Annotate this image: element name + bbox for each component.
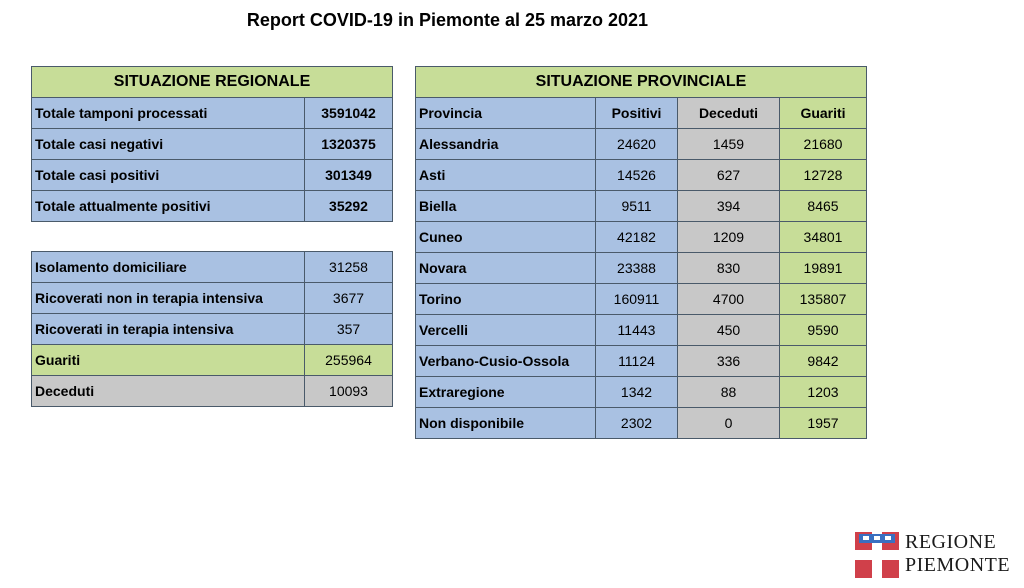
province-name: Verbano-Cusio-Ossola xyxy=(416,346,596,377)
table-row xyxy=(416,284,867,315)
row-label: Isolamento domiciliare xyxy=(32,252,305,283)
row-label: Guariti xyxy=(32,345,305,376)
guariti-cell: 8465 xyxy=(780,191,867,222)
table-row xyxy=(416,129,867,160)
province-name: Extraregione xyxy=(416,377,596,408)
guariti-cell: 135807 xyxy=(780,284,867,315)
table-row xyxy=(416,315,867,346)
positivi-cell: 24620 xyxy=(596,129,678,160)
row-label: Totale casi positivi xyxy=(32,160,305,191)
guariti-cell: 12728 xyxy=(780,160,867,191)
logo-line-1: REGIONE xyxy=(905,531,997,553)
row-value: 35292 xyxy=(305,191,393,222)
positivi-cell: 42182 xyxy=(596,222,678,253)
province-name: Asti xyxy=(416,160,596,191)
regional-summary-table xyxy=(31,66,393,222)
table-row xyxy=(32,283,393,314)
row-label: Ricoverati in terapia intensiva xyxy=(32,314,305,345)
province-name: Vercelli xyxy=(416,315,596,346)
table-row xyxy=(416,160,867,191)
regional-details-table xyxy=(31,251,393,407)
row-value: 3591042 xyxy=(305,98,393,129)
deceduti-cell: 394 xyxy=(678,191,780,222)
positivi-cell: 11443 xyxy=(596,315,678,346)
deceduti-cell: 627 xyxy=(678,160,780,191)
guariti-cell: 34801 xyxy=(780,222,867,253)
table-row xyxy=(416,346,867,377)
deceduti-cell: 88 xyxy=(678,377,780,408)
table-row xyxy=(32,160,393,191)
deceduti-cell: 4700 xyxy=(678,284,780,315)
deceduti-cell: 450 xyxy=(678,315,780,346)
row-value: 357 xyxy=(305,314,393,345)
table-row xyxy=(32,98,393,129)
row-label: Ricoverati non in terapia intensiva xyxy=(32,283,305,314)
table-row xyxy=(416,191,867,222)
province-name: Alessandria xyxy=(416,129,596,160)
positivi-cell: 23388 xyxy=(596,253,678,284)
guariti-cell: 1957 xyxy=(780,408,867,439)
province-name: Torino xyxy=(416,284,596,315)
province-name: Biella xyxy=(416,191,596,222)
guariti-cell: 9842 xyxy=(780,346,867,377)
row-label: Totale attualmente positivi xyxy=(32,191,305,222)
row-label: Deceduti xyxy=(32,376,305,407)
table-row xyxy=(32,252,393,283)
positivi-cell: 14526 xyxy=(596,160,678,191)
row-value: 31258 xyxy=(305,252,393,283)
deceduti-cell: 830 xyxy=(678,253,780,284)
provincial-header: SITUAZIONE PROVINCIALE xyxy=(416,67,867,98)
deceduti-cell: 1459 xyxy=(678,129,780,160)
row-value: 301349 xyxy=(305,160,393,191)
column-header: Positivi xyxy=(596,98,678,129)
row-label: Totale casi negativi xyxy=(32,129,305,160)
table-row xyxy=(416,408,867,439)
row-value: 3677 xyxy=(305,283,393,314)
deceduti-cell: 1209 xyxy=(678,222,780,253)
guariti-cell: 9590 xyxy=(780,315,867,346)
guariti-cell: 1203 xyxy=(780,377,867,408)
table-row xyxy=(416,377,867,408)
table-row xyxy=(32,129,393,160)
column-header: Deceduti xyxy=(678,98,780,129)
table-row xyxy=(32,345,393,376)
province-name: Non disponibile xyxy=(416,408,596,439)
guariti-cell: 21680 xyxy=(780,129,867,160)
row-value: 10093 xyxy=(305,376,393,407)
row-value: 1320375 xyxy=(305,129,393,160)
row-value: 255964 xyxy=(305,345,393,376)
column-header: Provincia xyxy=(416,98,596,129)
table-row xyxy=(32,314,393,345)
positivi-cell: 11124 xyxy=(596,346,678,377)
logo-line-2: PIEMONTE xyxy=(905,554,1011,576)
table-row xyxy=(416,253,867,284)
positivi-cell: 2302 xyxy=(596,408,678,439)
page-title: Report COVID-19 in Piemonte al 25 marzo 2021 xyxy=(246,10,649,30)
regional-header: SITUAZIONE REGIONALE xyxy=(32,67,393,98)
deceduti-cell: 336 xyxy=(678,346,780,377)
regione-piemonte-logo xyxy=(855,531,1015,579)
guariti-cell: 19891 xyxy=(780,253,867,284)
table-header-row xyxy=(416,98,867,129)
table-row xyxy=(32,376,393,407)
positivi-cell: 1342 xyxy=(596,377,678,408)
piemonte-coat-of-arms-icon xyxy=(855,532,899,578)
positivi-cell: 9511 xyxy=(596,191,678,222)
table-row xyxy=(416,222,867,253)
table-row xyxy=(32,191,393,222)
province-name: Novara xyxy=(416,253,596,284)
provincial-table xyxy=(415,66,867,439)
deceduti-cell: 0 xyxy=(678,408,780,439)
row-label: Totale tamponi processati xyxy=(32,98,305,129)
positivi-cell: 160911 xyxy=(596,284,678,315)
province-name: Cuneo xyxy=(416,222,596,253)
column-header: Guariti xyxy=(780,98,867,129)
